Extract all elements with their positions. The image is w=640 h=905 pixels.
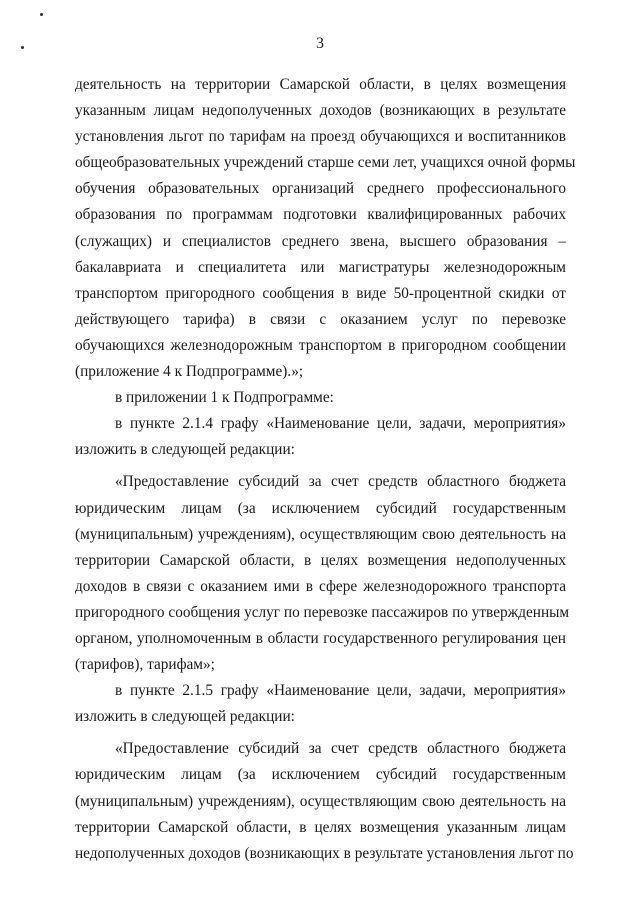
text-line: указанным лицам недополученных доходов (возникающих в результате [75, 102, 566, 120]
text-line: в пункте 2.1.5 графу «Наименование цели, задачи, мероприятия» [115, 682, 566, 700]
text-line: бакалавриата и специалитета или магистратуры железнодорожным [75, 258, 566, 276]
paragraph-appendix-intro [75, 385, 566, 411]
paragraph-point-2-1-5-instruction [75, 678, 566, 730]
text-line: общеобразовательных учреждений старше семи лет, учащихся очной формы [75, 154, 576, 172]
paragraph-point-2-1-4-text [75, 469, 570, 678]
page-number: 3 [316, 35, 324, 52]
text-line: (муниципальным) учреждениям), осуществляющим свою деятельность на [75, 792, 566, 810]
text-line: органом, уполномоченным в области государственного регулирования цен [75, 629, 566, 647]
text-line: (служащих) и специалистов среднего звена, высшего образования – [75, 232, 566, 250]
text-line: юридическим лицам (за исключением субсидий государственным [75, 499, 566, 517]
text-line: «Предоставление субсидий за счет средств областного бюджета [115, 473, 566, 491]
text-line: (приложение 4 к Подпрограмме).»; [75, 363, 304, 381]
text-line: пригородного сообщения услуг по перевозке пассажиров по утвержденным [75, 603, 570, 621]
text-line: обучающихся железнодорожным транспортом в пригородном сообщении [75, 336, 566, 354]
text-line: территории Самарской области, в целях возмещения недополученных [75, 551, 566, 569]
document-body [75, 72, 576, 867]
text-line: недополученных доходов (возникающих в результате установления льгот по [75, 844, 574, 862]
text-line: образования по программам подготовки квалифицированных рабочих [75, 206, 566, 224]
text-line: территории Самарской области, в целях возмещения указанным лицам [75, 818, 566, 836]
scan-speck [40, 13, 43, 16]
text-line: в пункте 2.1.4 графу «Наименование цели, задачи, мероприятия» [115, 415, 566, 433]
text-line: (тарифов), тарифам»; [75, 656, 215, 674]
text-line: доходов в связи с оказанием ими в сфере железнодорожного транспорта [75, 577, 566, 595]
text-line: юридическим лицам (за исключением субсидий государственным [75, 766, 566, 784]
text-line: (муниципальным) учреждениям), осуществляющим свою деятельность на [75, 525, 566, 543]
text-line: в приложении 1 к Подпрограмме: [115, 389, 334, 407]
text-line: обучения образовательных организаций среднего профессионального [75, 180, 566, 198]
text-line: деятельность на территории Самарской области, в целях возмещения [75, 76, 566, 93]
paragraph-point-2-1-4-instruction [75, 411, 566, 463]
text-line: транспортом пригородного сообщения в виде 50-процентной скидки от [75, 284, 566, 302]
paragraph-continued [75, 72, 576, 385]
text-line: действующего тарифа) в связи с оказанием услуг по перевозке [75, 310, 566, 328]
paragraph-point-2-1-5-text [75, 736, 574, 866]
text-line: изложить в следующей редакции: [75, 708, 295, 726]
text-line: установления льгот по тарифам на проезд обучающихся и воспитанников [75, 128, 566, 146]
text-line: изложить в следующей редакции: [75, 441, 295, 459]
text-line: «Предоставление субсидий за счет средств областного бюджета [115, 740, 566, 758]
